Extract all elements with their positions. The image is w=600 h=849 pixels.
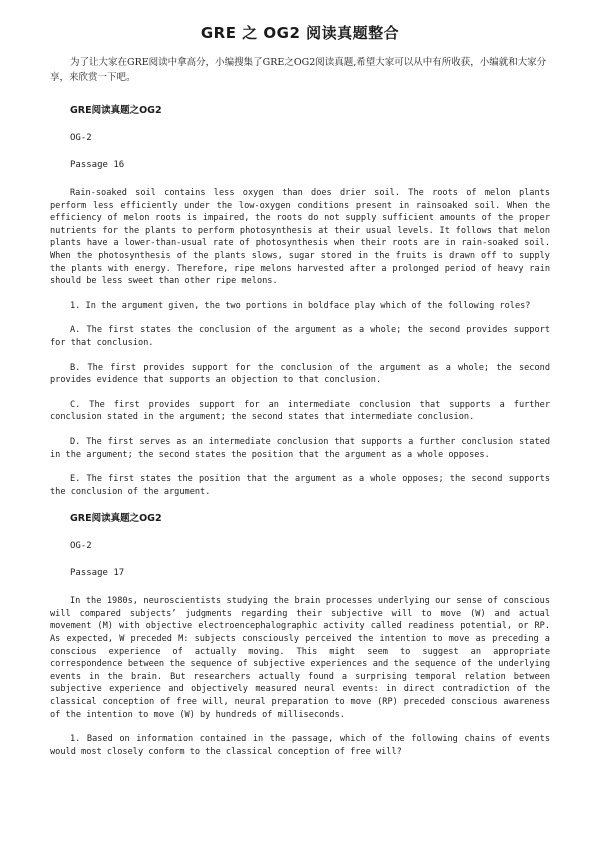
passage-label: Passage 17 (70, 568, 125, 579)
passage-label: Passage 16 (70, 160, 125, 170)
source-label: OG-2 (70, 133, 92, 143)
question-text: 1. Based on information contained in the passage, which of the following chains of events would most closely conform to the classical conception of free will? (50, 734, 550, 757)
answer-option-b: B. The first provides support for the conclusion of the argument as a whole; the second provides evidence that supports an objection to that conclusion. (50, 362, 550, 386)
passage-text: In the 1980s, neuroscientists studying the brain processes underlying our sense of conscious will compared subjects’ judgments regarding their subjective will to move (W) and actual movement (M) with objective electroencephalographic activity called readiness potential, or RP. As expected, W preceded M: subjects consciously perceived the intention to move as preceding a conscious experience of actually moving. This might seem to suggest an appropriate correspondence between the sequence of subjective experiences and the sequence of the underlying events in the brain. But researchers actually found a surprising temporal relation between subjective experience and objectively measured neural events: in direct contradiction of the classical conception of free will, neural preparation to move (RP) preceded conscious awareness of the intention to move (W) by hundreds of milliseconds. (50, 596, 550, 720)
section-heading: GRE阅读真题之OG2 (70, 513, 162, 525)
answer-option-a: A. The first states the conclusion of the argument as a whole; the second provides support for that conclusion. (50, 325, 550, 348)
section-heading: GRE阅读真题之OG2 (70, 105, 162, 116)
answer-option-c: C. The first provides support for an intermediate conclusion that supports a further conclusion stated in the argument; the second states that intermediate conclusion. (50, 399, 550, 423)
passage-text: Rain-soaked soil contains less oxygen than does drier soil. The roots of melon plants perform less efficiently under the low-oxygen conditions present in rainsoaked soil. When the efficiency of melon roots is impaired, the roots do not supply sufficient amounts of the proper nutrients for the plants to perform photosynthesis at their usual levels. It follows that melon plants have a lower-than-usual rate of photosynthesis when their roots are in rain-soaked soil. When the photosynthesis of the plants slows, sugar stored in the fruits is drawn off to supply the plants with energy. Therefore, ripe melons harvested after a prolonged period of heavy rain should be less sweet than other ripe melons. (50, 188, 550, 287)
question-text: 1. In the argument given, the two portions in boldface play which of the following roles? (70, 300, 531, 311)
answer-option-d: D. The first serves as an intermediate conclusion that supports a further conclusion stated in the argument; the second states the position that the argument as a whole opposes. (50, 436, 550, 460)
document-title: GRE 之 OG2 阅读真题整合 (200, 24, 400, 42)
intro-paragraph: 为了让大家在GRE阅读中拿高分，小编搜集了GRE之OG2阅读真题,希望大家可以从中有所收获，小编就和大家分享，来欣赏一下吧。 (50, 57, 547, 83)
source-label: OG-2 (70, 541, 92, 552)
answer-option-e: E. The first states the position that the argument as a whole opposes; the second supports the conclusion of the argument. (50, 474, 550, 497)
